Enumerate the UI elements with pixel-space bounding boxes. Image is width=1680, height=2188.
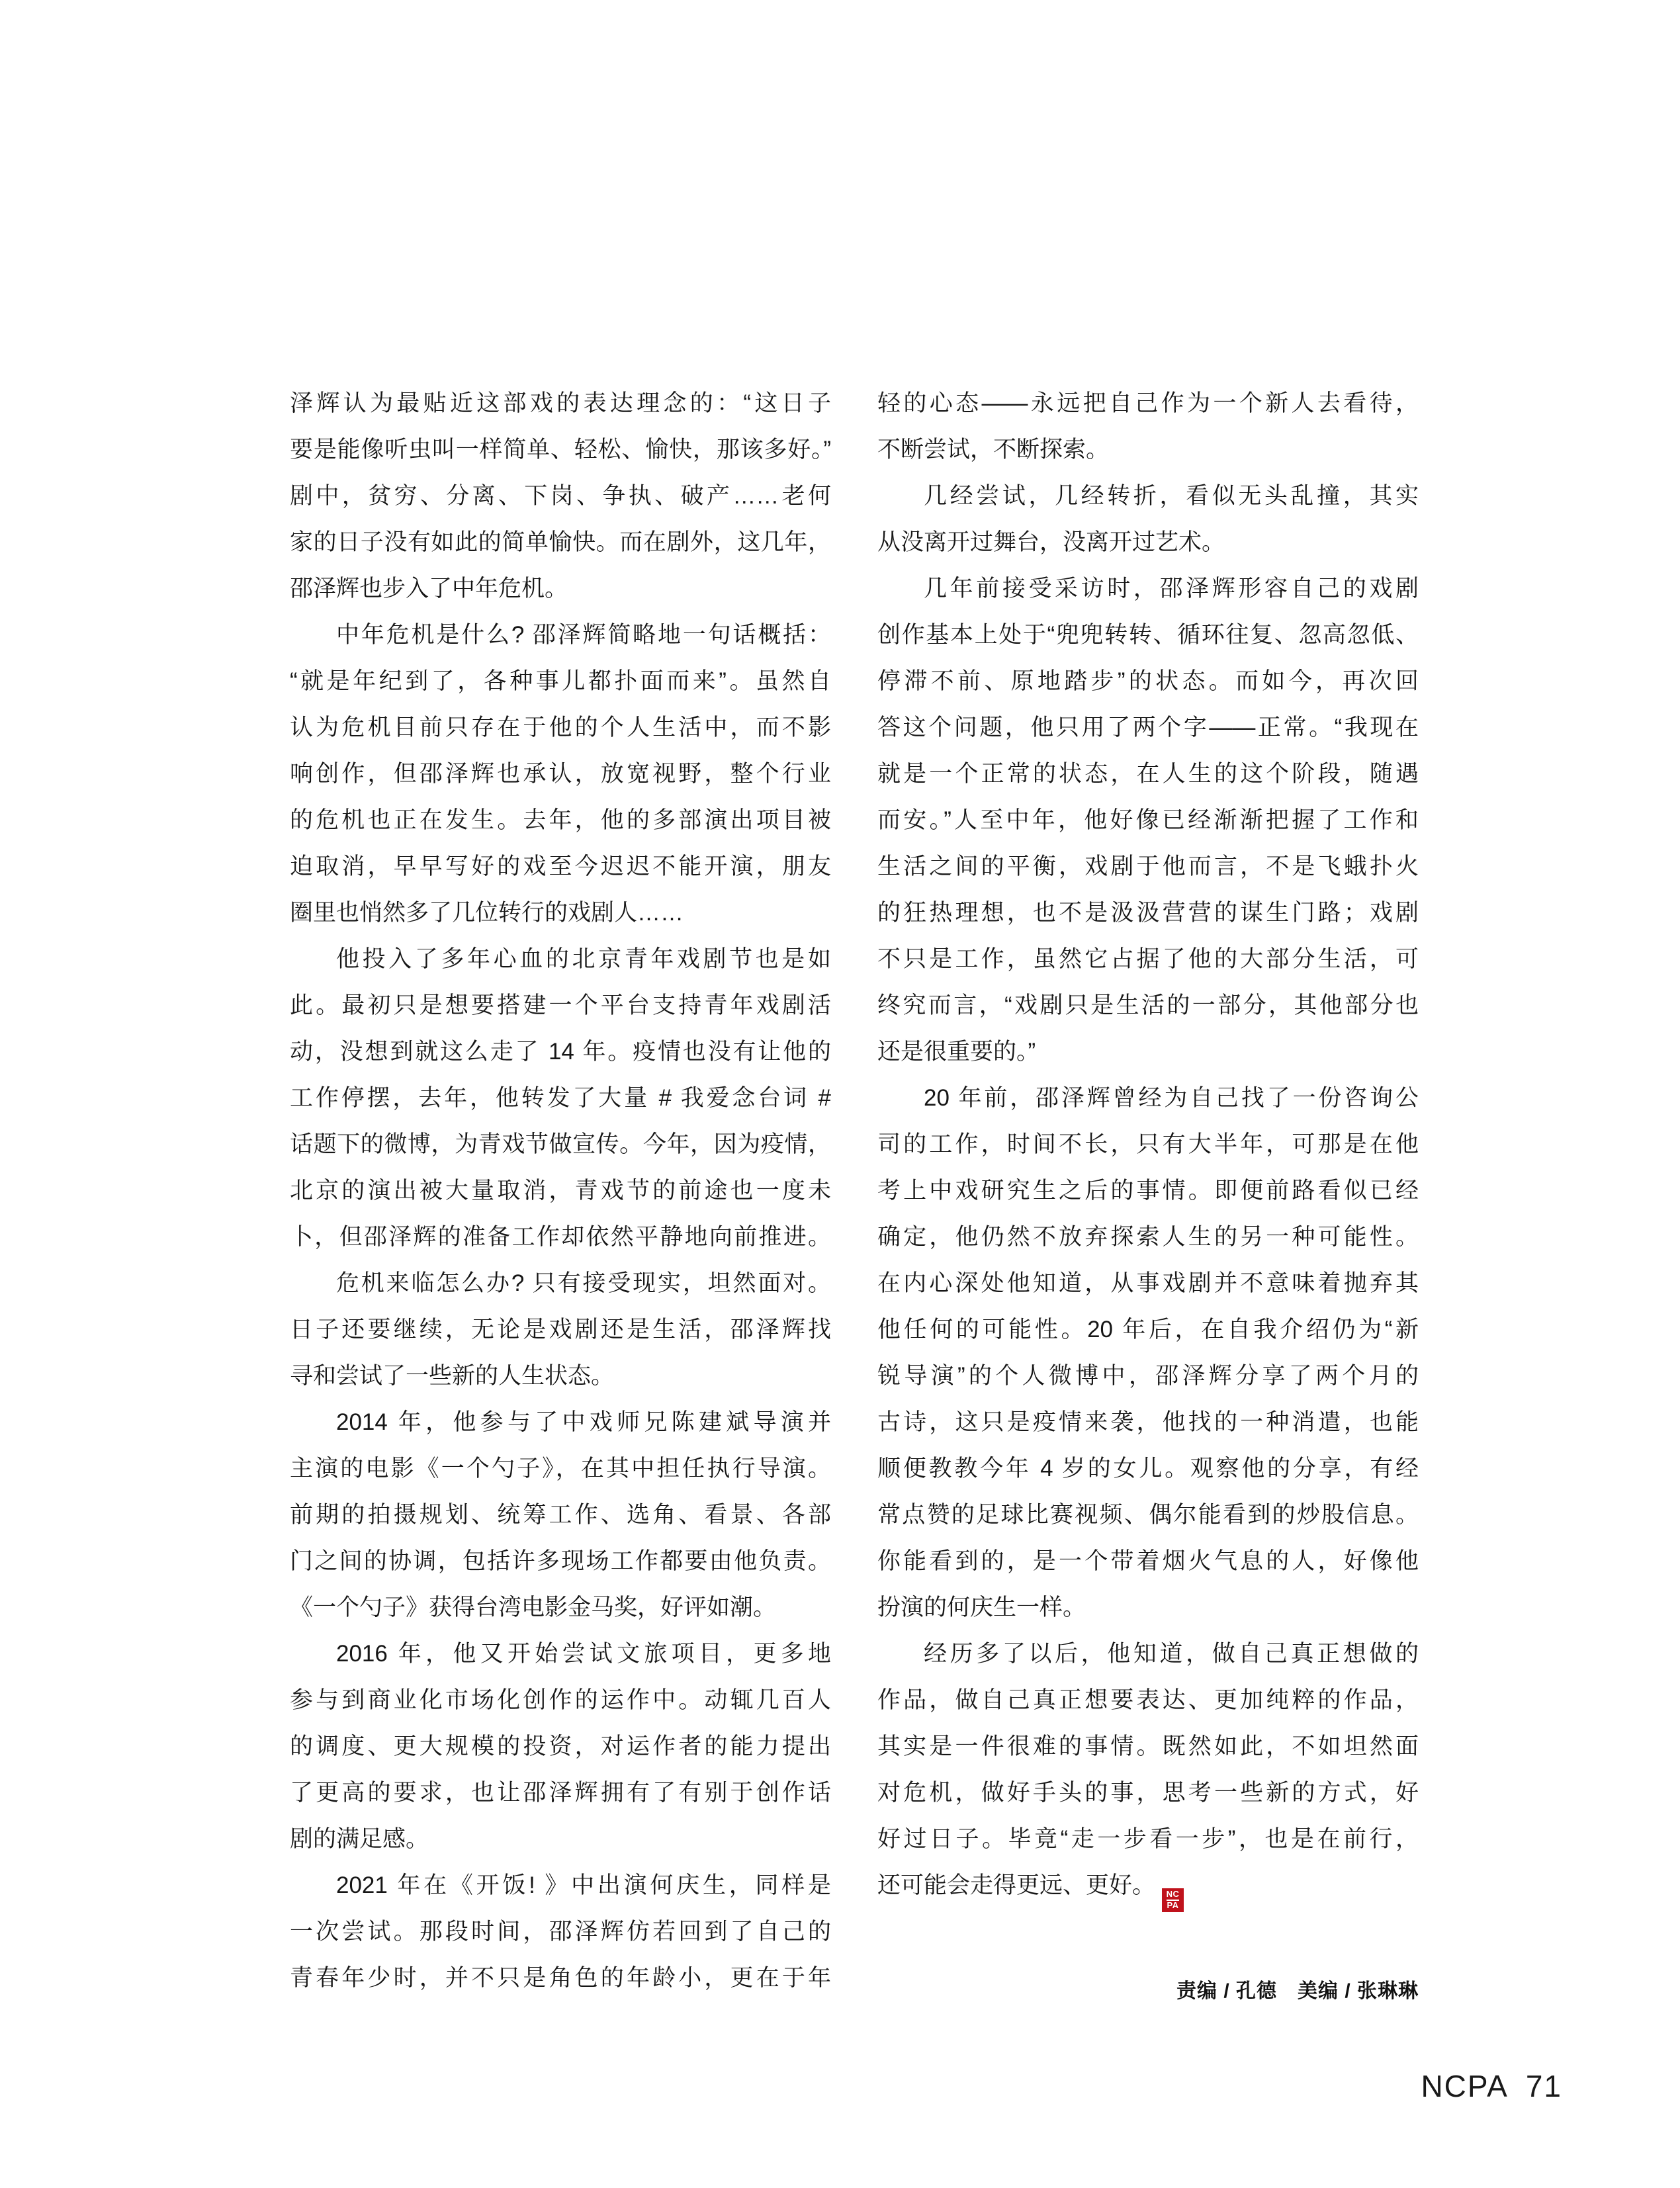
text-line: 司的工作，时间不长，只有大半年，可那是在他 xyxy=(877,1131,1419,1157)
text-line: 不断尝试，不断探索。 xyxy=(877,437,1110,462)
text-line: 答这个问题，他只用了两个字——正常。“我现在 xyxy=(877,715,1419,740)
text-line: 迫取消，早早写好的戏至今迟迟不能开演，朋友 xyxy=(290,853,831,879)
text-line: 2021 年在《开饭! 》中出演何庆生，同样是 xyxy=(336,1872,831,1898)
text-line: 扮演的何庆生一样。 xyxy=(877,1595,1086,1620)
text-line: 话题下的微博，为青戏节做宣传。今年，因为疫情， xyxy=(290,1131,831,1157)
text-line: 的调度、更大规模的投资，对运作者的能力提出 xyxy=(290,1733,831,1759)
text-line: 停滞不前、原地踏步”的状态。而如今，再次回 xyxy=(877,668,1419,694)
text-line: 你能看到的，是一个带着烟火气息的人，好像他 xyxy=(877,1548,1419,1574)
footer-brand-text: NCPA xyxy=(1421,2069,1509,2103)
text-line: 剧中，贫穷、分离、下岗、争执、破产……老何 xyxy=(290,483,831,509)
text-line: 终究而言，“戏剧只是生活的一部分，其他部分也 xyxy=(877,992,1419,1018)
text-line: 前期的拍摄规划、统筹工作、选角、看景、各部 xyxy=(290,1502,831,1528)
text-line: 参与到商业化市场化创作的运作中。动辄几百人 xyxy=(290,1687,831,1713)
text-line: 一次尝试。那段时间，邵泽辉仿若回到了自己的 xyxy=(290,1919,831,1945)
text-line: 的狂热理想，也不是汲汲营营的谋生门路；戏剧 xyxy=(877,900,1419,926)
text-line: 古诗，这只是疫情来袭，他找的一种消遣，也能 xyxy=(877,1409,1419,1435)
ncpa-seal-top-text: NC xyxy=(1167,1890,1180,1901)
text-line: 他任何的可能性。20 年后，在自我介绍仍为“新 xyxy=(877,1317,1419,1342)
text-line: 不只是工作，虽然它占据了他的大部分生活，可 xyxy=(877,946,1419,972)
text-line: 好过日子。毕竟“走一步看一步”，也是在前行， xyxy=(877,1826,1419,1852)
text-line: 创作基本上处于“兜兜转转、循环往复、忽高忽低、 xyxy=(877,622,1419,648)
text-line: 泽辉认为最贴近这部戏的表达理念的：“这日子 xyxy=(290,390,831,416)
credits-line: 责编 / 孔德 美编 / 张琳琳 xyxy=(1176,1980,1419,2002)
text-line: 而安。”人至中年，他好像已经渐渐把握了工作和 xyxy=(877,807,1419,833)
text-line: 了更高的要求，也让邵泽辉拥有了有别于创作话 xyxy=(290,1780,831,1806)
text-line: 的危机也正在发生。去年，他的多部演出项目被 xyxy=(290,807,831,833)
text-line: 日子还要继续，无论是戏剧还是生活，邵泽辉找 xyxy=(290,1317,831,1342)
text-line: 常点赞的足球比赛视频、偶尔能看到的炒股信息。 xyxy=(877,1502,1419,1528)
text-line: 在内心深处他知道，从事戏剧并不意味着抛弃其 xyxy=(877,1270,1419,1296)
text-line: 经历多了以后，他知道，做自己真正想做的 xyxy=(924,1641,1419,1667)
ncpa-seal xyxy=(1162,1888,1184,1912)
text-line: 确定，他仍然不放弃探索人生的另一种可能性。 xyxy=(877,1224,1419,1250)
text-line: 剧的满足感。 xyxy=(290,1826,429,1852)
text-line: 作品，做自己真正想要表达、更加纯粹的作品， xyxy=(877,1687,1419,1713)
text-line: 几年前接受采访时，邵泽辉形容自己的戏剧 xyxy=(924,576,1419,601)
article-column-left xyxy=(290,380,831,2001)
text-line: 他投入了多年心血的北京青年戏剧节也是如 xyxy=(336,946,831,972)
text-line: 危机来临怎么办? 只有接受现实，坦然面对。 xyxy=(336,1270,831,1296)
text-line: 门之间的协调，包括许多现场工作都要由他负责。 xyxy=(290,1548,831,1574)
text-line: 认为危机目前只存在于他的个人生活中，而不影 xyxy=(290,715,831,740)
text-line: 其实是一件很难的事情。既然如此，不如坦然面 xyxy=(877,1733,1419,1759)
text-line: 响创作，但邵泽辉也承认，放宽视野，整个行业 xyxy=(290,761,831,787)
text-line: 此。最初只是想要搭建一个平台支持青年戏剧活 xyxy=(290,992,831,1018)
text-line: 几经尝试，几经转折，看似无头乱撞，其实 xyxy=(924,483,1419,509)
text-line: 20 年前，邵泽辉曾经为自己找了一份咨询公 xyxy=(924,1085,1419,1111)
text-line: 轻的心态——永远把自己作为一个新人去看待， xyxy=(877,390,1419,416)
page-footer xyxy=(1421,2070,1562,2103)
text-line: 《一个勺子》获得台湾电影金马奖，好评如潮。 xyxy=(290,1595,777,1620)
text-line: 2016 年，他又开始尝试文旅项目，更多地 xyxy=(336,1641,831,1667)
footer-page-number: 71 xyxy=(1525,2069,1562,2103)
text-line: 考上中戏研究生之后的事情。即便前路看似已经 xyxy=(877,1178,1419,1203)
text-line: 寻和尝试了一些新的人生状态。 xyxy=(290,1363,615,1389)
article-column-right xyxy=(877,380,1419,1909)
text-line: 生活之间的平衡，戏剧于他而言，不是飞蛾扑火 xyxy=(877,853,1419,879)
text-line: 卜，但邵泽辉的准备工作却依然平静地向前推进。 xyxy=(290,1224,831,1250)
text-line: 圈里也悄然多了几位转行的戏剧人…… xyxy=(290,900,684,926)
text-line: 还是很重要的。” xyxy=(877,1039,1036,1065)
text-line: 中年危机是什么? 邵泽辉简略地一句话概括： xyxy=(336,622,831,648)
text-line: 家的日子没有如此的简单愉快。而在剧外，这几年， xyxy=(290,529,831,555)
text-line: 主演的电影《一个勺子》，在其中担任执行导演。 xyxy=(290,1456,831,1481)
text-line: 要是能像听虫叫一样简单、轻松、愉快，那该多好。” xyxy=(290,437,831,462)
text-line: 北京的演出被大量取消，青戏节的前途也一度未 xyxy=(290,1178,831,1203)
text-line: 工作停摆，去年，他转发了大量 # 我爱念台词 # xyxy=(290,1085,831,1111)
text-line: 动，没想到就这么走了 14 年。疫情也没有让他的 xyxy=(290,1039,831,1065)
text-line: 就是一个正常的状态，在人生的这个阶段，随遇 xyxy=(877,761,1419,787)
text-line: 还可能会走得更远、更好。 $\frac{NC}{PA}$ xyxy=(877,1862,1419,1909)
ncpa-seal-bottom-text: PA xyxy=(1167,1900,1179,1910)
text-line: 顺便教教今年 4 岁的女儿。观察他的分享，有经 xyxy=(877,1456,1419,1481)
text-line: 对危机，做好手头的事，思考一些新的方式，好 xyxy=(877,1780,1419,1806)
text-line: 2014 年，他参与了中戏师兄陈建斌导演并 xyxy=(336,1409,831,1435)
text-line: 邵泽辉也步入了中年危机。 xyxy=(290,576,568,601)
text-line: “就是年纪到了，各种事儿都扑面而来”。虽然自 xyxy=(290,668,831,694)
text-line: 从没离开过舞台，没离开过艺术。 xyxy=(877,529,1225,555)
text-line: 锐导演”的个人微博中，邵泽辉分享了两个月的 xyxy=(877,1363,1419,1389)
text-line: 青春年少时，并不只是角色的年龄小，更在于年 xyxy=(290,1965,831,1991)
